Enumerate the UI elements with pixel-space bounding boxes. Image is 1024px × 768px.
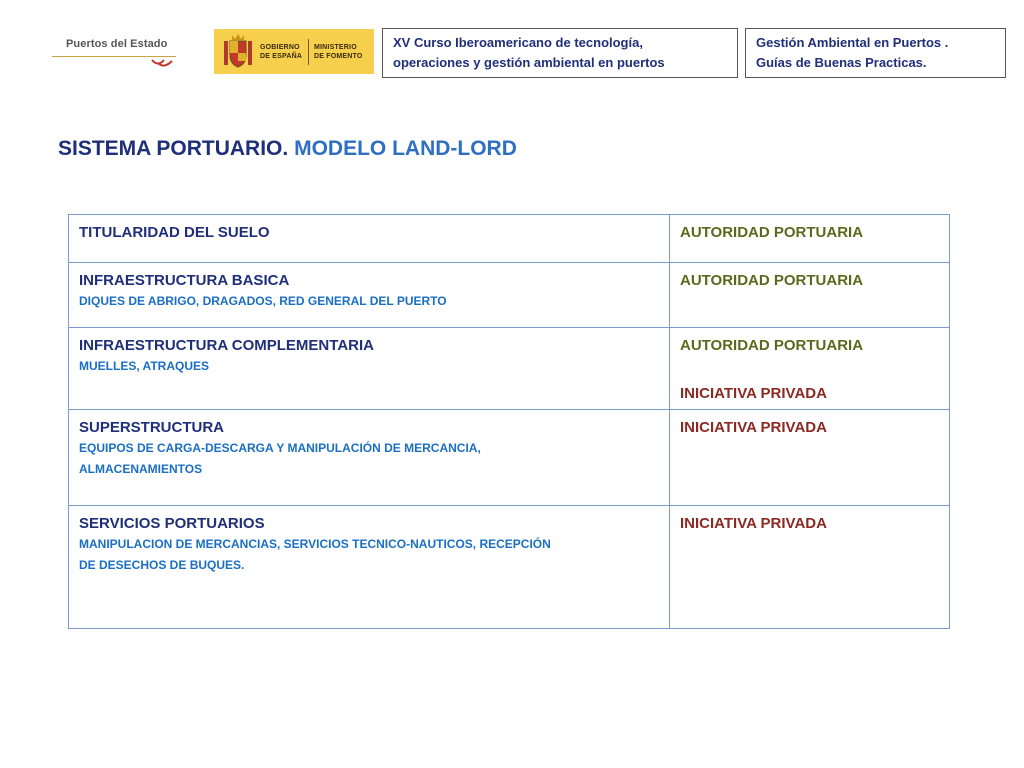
table-row <box>69 410 950 506</box>
row-value-secondary: INICIATIVA PRIVADA <box>680 385 827 402</box>
puertos-logo-text: Puertos del Estado <box>66 38 168 50</box>
course-title-line2: operaciones y gestión ambiental en puertos <box>393 55 665 70</box>
row-label-cell <box>69 410 670 506</box>
row-label: SUPERSTRUCTURA <box>79 419 225 436</box>
row-label-cell <box>69 215 670 263</box>
row-label: SERVICIOS PORTUARIOS <box>79 515 265 532</box>
row-label-cell <box>69 506 670 629</box>
row-value: INICIATIVA PRIVADA <box>680 515 827 532</box>
row-label-cell <box>69 263 670 328</box>
puertos-del-estado-logo <box>52 36 178 70</box>
page-title-main: SISTEMA PORTUARIO. <box>58 137 289 160</box>
row-value-cell <box>670 215 950 263</box>
table-row <box>69 506 950 629</box>
row-label: INFRAESTRUCTURA BASICA <box>79 272 290 289</box>
row-value: INICIATIVA PRIVADA <box>680 419 827 436</box>
table-row <box>69 263 950 328</box>
row-label-cell <box>69 328 670 410</box>
row-value: AUTORIDAD PORTUARIA <box>680 272 864 289</box>
logo-divider <box>308 39 309 65</box>
gobierno-text: GOBIERNO DE ESPAÑA <box>260 44 303 60</box>
gobierno-espana-logo <box>214 29 374 74</box>
course-title-box <box>382 28 738 78</box>
guide-title-box <box>745 28 1006 78</box>
page-title-model: MODELO LAND-LORD <box>294 137 517 160</box>
wave-icon <box>150 57 176 69</box>
row-description: DIQUES DE ABRIGO, DRAGADOS, RED GENERAL DEL PUERTO <box>79 294 447 308</box>
row-value-cell <box>670 263 950 328</box>
row-description: EQUIPOS DE CARGA-DESCARGA Y MANIPULACIÓN DE MERCANCIA, ALMACENAMIENTOS <box>79 441 481 476</box>
row-label: TITULARIDAD DEL SUELO <box>79 224 270 241</box>
ministerio-text: MINISTERIO DE FOMENTO <box>314 44 363 60</box>
land-lord-table <box>68 214 950 629</box>
guide-title-line2: Guías de Buenas Practicas. <box>756 55 927 70</box>
table-row <box>69 328 950 410</box>
coat-of-arms-icon <box>222 33 254 70</box>
row-value-cell <box>670 328 950 410</box>
guide-title-line1: Gestión Ambiental en Puertos . <box>756 35 949 50</box>
table-row <box>69 215 950 263</box>
row-label: INFRAESTRUCTURA COMPLEMENTARIA <box>79 337 374 354</box>
row-value: AUTORIDAD PORTUARIA <box>680 224 864 241</box>
row-value-cell <box>670 506 950 629</box>
row-value-cell <box>670 410 950 506</box>
course-title-line1: XV Curso Iberoamericano de tecnología, <box>393 35 643 50</box>
row-description: MUELLES, ATRAQUES <box>79 359 210 373</box>
row-description: MANIPULACION DE MERCANCIAS, SERVICIOS TECNICO-NAUTICOS, RECEPCIÓN DE DESECHOS DE BUQUES. <box>79 537 551 572</box>
row-value: AUTORIDAD PORTUARIA <box>680 337 864 354</box>
page-title <box>58 137 517 161</box>
